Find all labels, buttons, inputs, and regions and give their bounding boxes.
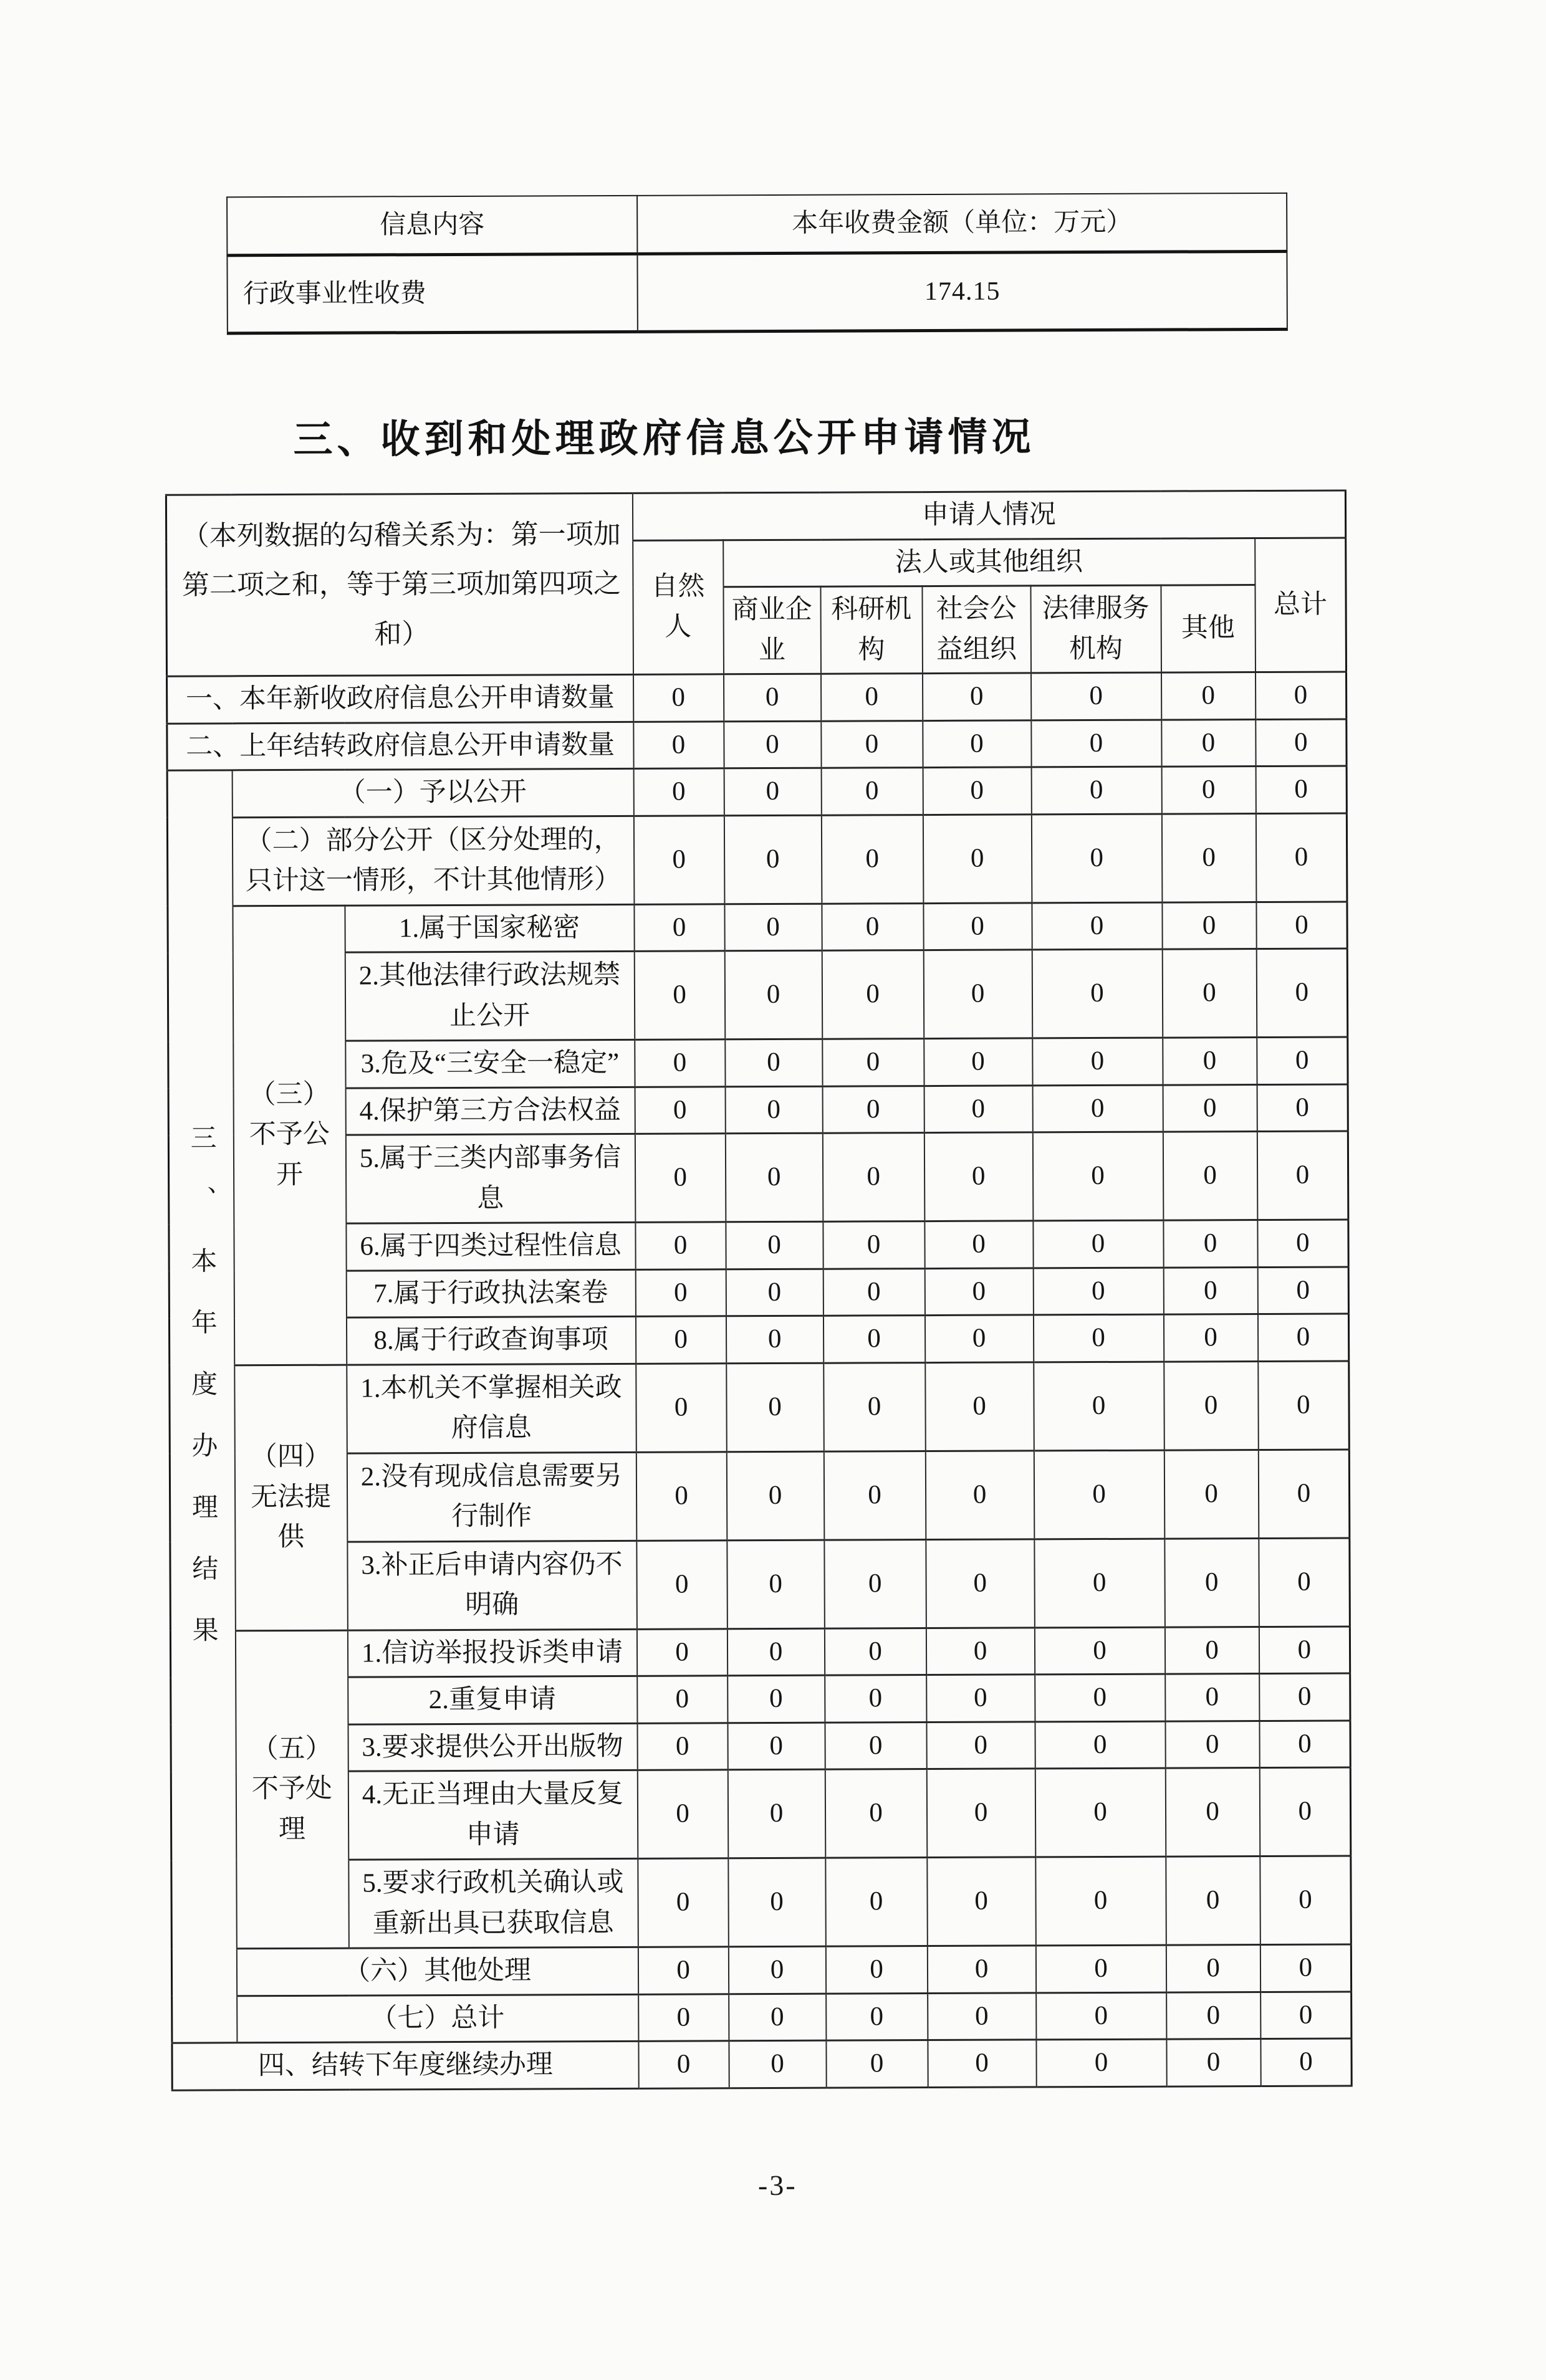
group-label-not-processed: （五）不予处理 xyxy=(235,1630,348,1949)
value-cell: 0 xyxy=(923,902,1032,950)
value-cell: 0 xyxy=(1163,1314,1257,1362)
value-cell: 0 xyxy=(727,1540,825,1629)
value-cell: 0 xyxy=(636,1540,727,1629)
value-cell: 0 xyxy=(822,1086,924,1133)
value-cell: 0 xyxy=(638,1858,729,1947)
value-cell: 0 xyxy=(823,1221,924,1269)
value-cell: 0 xyxy=(926,1769,1035,1858)
value-cell: 0 xyxy=(1032,1132,1163,1221)
table-row xyxy=(171,1944,1351,1996)
value-cell: 0 xyxy=(1256,949,1348,1038)
value-cell: 0 xyxy=(1164,1627,1259,1674)
value-cell: 0 xyxy=(1161,767,1256,814)
value-cell: 0 xyxy=(724,815,822,904)
value-cell: 0 xyxy=(1256,766,1347,813)
value-cell: 0 xyxy=(725,1039,822,1086)
value-cell: 0 xyxy=(924,1315,1033,1362)
value-cell: 0 xyxy=(1032,902,1162,950)
value-cell: 0 xyxy=(726,1363,824,1452)
value-cell: 0 xyxy=(926,1539,1035,1628)
fee-table-row xyxy=(227,251,1287,333)
value-cell: 0 xyxy=(1032,949,1163,1038)
value-cell: 0 xyxy=(635,1086,725,1134)
legal-sub-header-other: 其他 xyxy=(1161,585,1256,673)
value-cell: 0 xyxy=(726,1221,823,1269)
value-cell: 0 xyxy=(1257,1314,1348,1361)
value-cell: 0 xyxy=(636,1451,727,1541)
header-row-applicant xyxy=(166,490,1345,542)
value-cell: 0 xyxy=(727,1628,824,1676)
table-row xyxy=(171,1767,1351,1860)
value-cell: 0 xyxy=(1036,1992,1166,2040)
value-cell: 0 xyxy=(1032,1085,1163,1132)
value-cell: 0 xyxy=(636,1363,727,1452)
table-row xyxy=(170,1360,1350,1453)
value-cell: 0 xyxy=(825,1722,926,1769)
row-label: 4.保护第三方合法权益 xyxy=(345,1087,635,1135)
value-cell: 0 xyxy=(926,1627,1034,1675)
table-row xyxy=(168,949,1348,1041)
value-cell: 0 xyxy=(729,1994,826,2041)
value-cell: 0 xyxy=(1034,1362,1164,1451)
value-cell: 0 xyxy=(638,1947,728,1994)
value-cell: 0 xyxy=(1166,1945,1260,1992)
value-cell: 0 xyxy=(724,768,821,815)
value-cell: 0 xyxy=(822,1039,924,1086)
value-cell: 0 xyxy=(1165,1674,1259,1721)
value-cell: 0 xyxy=(636,1628,727,1676)
natural-person-header: 自然人 xyxy=(633,540,724,674)
value-cell: 0 xyxy=(727,1723,825,1770)
value-cell: 0 xyxy=(1033,1220,1163,1268)
value-cell: 0 xyxy=(926,1721,1035,1769)
value-cell: 0 xyxy=(725,1133,823,1222)
row-label: 2.重复申请 xyxy=(348,1676,637,1724)
vertical-group-label: 三、本年度办理结果 xyxy=(186,1124,218,1678)
value-cell: 0 xyxy=(1259,1626,1350,1673)
row-label: 5.属于三类内部事务信息 xyxy=(345,1134,635,1223)
value-cell: 0 xyxy=(1259,1537,1350,1627)
value-cell: 0 xyxy=(826,2040,928,2088)
value-cell: 0 xyxy=(637,1770,728,1859)
vertical-group-label-cell xyxy=(167,770,237,2043)
table-row xyxy=(172,2038,1352,2090)
value-cell: 0 xyxy=(635,1222,726,1269)
value-cell: 0 xyxy=(1260,1991,1352,2038)
value-cell: 0 xyxy=(1259,1767,1351,1857)
value-cell: 0 xyxy=(635,1269,726,1316)
value-cell: 0 xyxy=(635,1039,725,1087)
applicant-group-header: 申请人情况 xyxy=(632,490,1345,540)
value-cell: 0 xyxy=(724,950,822,1039)
value-cell: 0 xyxy=(925,1362,1034,1451)
fee-table xyxy=(226,193,1288,335)
value-cell: 0 xyxy=(1257,1266,1348,1314)
value-cell: 0 xyxy=(822,1133,924,1222)
value-cell: 0 xyxy=(824,1539,926,1628)
row-label: （一）予以公开 xyxy=(232,768,633,817)
row-label: 3.危及“三安全一稳定” xyxy=(345,1039,635,1087)
value-cell: 0 xyxy=(1163,1132,1257,1221)
value-cell: 0 xyxy=(823,1362,926,1451)
value-cell: 0 xyxy=(633,674,724,722)
value-cell: 0 xyxy=(924,1268,1033,1315)
value-cell: 0 xyxy=(1164,1538,1259,1627)
value-cell: 0 xyxy=(1259,1673,1350,1721)
table-row xyxy=(168,901,1347,953)
value-cell: 0 xyxy=(726,1451,824,1541)
value-cell: 0 xyxy=(822,950,924,1039)
row-label: （二）部分公开（区分处理的，只计这一情形，不计其他情形） xyxy=(232,816,634,906)
row-label: 5.要求行政机关确认或重新出具已获取信息 xyxy=(348,1858,638,1948)
value-cell: 0 xyxy=(1031,672,1161,720)
value-cell: 0 xyxy=(927,1946,1035,1993)
value-cell: 0 xyxy=(1165,1768,1260,1857)
value-cell: 0 xyxy=(928,1992,1036,2040)
value-cell: 0 xyxy=(1257,1037,1348,1084)
value-cell: 0 xyxy=(1257,1220,1348,1267)
value-cell: 0 xyxy=(1163,1038,1257,1085)
value-cell: 0 xyxy=(1259,1720,1350,1767)
value-cell: 0 xyxy=(927,1857,1036,1946)
table-row xyxy=(171,1720,1350,1772)
table-row xyxy=(167,766,1347,818)
value-cell: 0 xyxy=(1164,1361,1259,1450)
total-header: 总计 xyxy=(1255,537,1347,672)
value-cell: 0 xyxy=(637,1723,727,1770)
row-label: 一、本年新收政府信息公开申请数量 xyxy=(167,674,633,723)
table-row xyxy=(172,1991,1352,2043)
row-label: 6.属于四类过程性信息 xyxy=(346,1222,635,1270)
value-cell: 0 xyxy=(727,1675,825,1723)
reconciliation-note: （本列数据的勾稽关系为：第一项加第二项之和，等于第三项加第四项之和） xyxy=(181,519,622,650)
value-cell: 0 xyxy=(728,1858,826,1947)
value-cell: 0 xyxy=(1256,901,1347,949)
table-row xyxy=(167,719,1347,770)
value-cell: 0 xyxy=(1163,1084,1257,1132)
row-label: （六）其他处理 xyxy=(236,1947,638,1995)
value-cell: 0 xyxy=(724,721,821,768)
value-cell: 0 xyxy=(1034,1627,1164,1675)
row-label: 8.属于行政查询事项 xyxy=(346,1316,635,1364)
value-cell: 0 xyxy=(1032,1038,1163,1085)
fee-table-header-row xyxy=(227,193,1287,256)
group-label-not-disclosed: （三）不予公开 xyxy=(233,906,347,1365)
value-cell: 0 xyxy=(634,904,724,951)
row-label: 四、结转下年度继续办理 xyxy=(172,2041,638,2090)
value-cell: 0 xyxy=(825,1769,927,1858)
table-row xyxy=(169,1314,1348,1365)
value-cell: 0 xyxy=(633,721,724,768)
value-cell: 0 xyxy=(1257,1084,1348,1131)
value-cell: 0 xyxy=(1258,1449,1350,1538)
value-cell: 0 xyxy=(1161,813,1256,902)
value-cell: 0 xyxy=(924,1132,1033,1221)
scanned-document-page xyxy=(0,191,1546,2204)
value-cell: 0 xyxy=(826,1993,928,2040)
value-cell: 0 xyxy=(1165,1721,1259,1768)
value-cell: 0 xyxy=(1035,1768,1166,1857)
value-cell: 0 xyxy=(1166,2039,1260,2086)
value-cell: 0 xyxy=(821,815,923,904)
table-row xyxy=(171,1673,1350,1725)
value-cell: 0 xyxy=(1031,720,1161,767)
application-statistics-table xyxy=(165,489,1353,2091)
table-row xyxy=(168,1131,1348,1224)
value-cell: 0 xyxy=(633,815,724,904)
fee-row-value: 174.15 xyxy=(637,251,1287,332)
value-cell: 0 xyxy=(923,950,1032,1039)
row-label: 2.其他法律行政法规禁止公开 xyxy=(345,951,635,1041)
value-cell: 0 xyxy=(638,1994,729,2041)
value-cell: 0 xyxy=(1034,1450,1164,1539)
value-cell: 0 xyxy=(1031,767,1161,814)
value-cell: 0 xyxy=(821,720,923,768)
value-cell: 0 xyxy=(638,2041,729,2088)
value-cell: 0 xyxy=(1036,2039,1166,2086)
value-cell: 0 xyxy=(923,673,1031,720)
value-cell: 0 xyxy=(1166,1857,1260,1946)
value-cell: 0 xyxy=(1163,1267,1257,1314)
value-cell: 0 xyxy=(724,904,822,951)
row-label: 3.补正后申请内容仍不明确 xyxy=(347,1541,637,1630)
value-cell: 0 xyxy=(1256,719,1347,766)
table-row xyxy=(168,1037,1348,1089)
value-cell: 0 xyxy=(821,674,923,721)
value-cell: 0 xyxy=(1033,1268,1163,1315)
page-number: -3- xyxy=(757,2169,797,2201)
value-cell: 0 xyxy=(727,1769,825,1858)
value-cell: 0 xyxy=(1256,672,1347,719)
value-cell: 0 xyxy=(821,768,923,815)
value-cell: 0 xyxy=(1260,1856,1352,1945)
value-cell: 0 xyxy=(823,1316,924,1363)
row-label: 3.要求提供公开出版物 xyxy=(348,1723,637,1771)
value-cell: 0 xyxy=(637,1676,727,1723)
group-label-unable-to-provide: （四）无法提供 xyxy=(234,1365,348,1631)
value-cell: 0 xyxy=(1035,1945,1166,1992)
table-row xyxy=(170,1449,1350,1542)
legal-sub-header-public-welfare: 社会公益组织 xyxy=(922,586,1031,674)
legal-sub-header-business: 商业企业 xyxy=(723,586,821,674)
value-cell: 0 xyxy=(822,903,923,950)
value-cell: 0 xyxy=(1035,1857,1166,1946)
value-cell: 0 xyxy=(1258,1360,1350,1450)
value-cell: 0 xyxy=(825,1675,926,1723)
row-label: （七）总计 xyxy=(237,1994,638,2043)
reconciliation-note-cell xyxy=(166,493,633,676)
table-row xyxy=(167,813,1347,906)
value-cell: 0 xyxy=(824,1628,926,1675)
value-cell: 0 xyxy=(1162,949,1257,1038)
fee-header-info-content: 信息内容 xyxy=(227,196,637,256)
value-cell: 0 xyxy=(823,1451,926,1540)
value-cell: 0 xyxy=(924,1085,1032,1132)
row-label: 4.无正当理由大量反复申请 xyxy=(348,1770,638,1860)
table-row xyxy=(170,1626,1350,1678)
value-cell: 0 xyxy=(928,2040,1036,2087)
value-cell: 0 xyxy=(924,1221,1033,1268)
value-cell: 0 xyxy=(1033,1314,1163,1362)
value-cell: 0 xyxy=(725,1086,822,1134)
value-cell: 0 xyxy=(1164,1450,1259,1539)
value-cell: 0 xyxy=(728,1946,825,1994)
fee-row-label: 行政事业性收费 xyxy=(227,254,637,333)
section-heading: 三、收到和处理政府信息公开申请情况 xyxy=(293,415,1035,462)
value-cell: 0 xyxy=(926,1675,1035,1722)
value-cell: 0 xyxy=(925,1450,1034,1539)
legal-org-header: 法人或其他组织 xyxy=(723,538,1255,587)
value-cell: 0 xyxy=(724,674,821,721)
value-cell: 0 xyxy=(726,1269,823,1316)
value-cell: 0 xyxy=(825,1858,928,1947)
value-cell: 0 xyxy=(823,1268,924,1316)
value-cell: 0 xyxy=(1035,1674,1165,1721)
value-cell: 0 xyxy=(923,767,1031,815)
value-cell: 0 xyxy=(1162,902,1256,949)
value-cell: 0 xyxy=(1035,1721,1165,1769)
table-row xyxy=(169,1266,1348,1318)
row-label: 1.信访举报投诉类申请 xyxy=(347,1629,636,1677)
value-cell: 0 xyxy=(924,1038,1032,1086)
fee-header-amount: 本年收费金额（单位：万元） xyxy=(637,193,1287,254)
value-cell: 0 xyxy=(633,768,724,816)
legal-sub-header-legal-service: 法律服务机构 xyxy=(1030,585,1161,673)
row-label: 2.没有现成信息需要另行制作 xyxy=(347,1452,636,1542)
value-cell: 0 xyxy=(1031,814,1162,903)
table-row xyxy=(169,1220,1348,1271)
value-cell: 0 xyxy=(923,814,1032,903)
value-cell: 0 xyxy=(1260,1944,1351,1992)
value-cell: 0 xyxy=(1034,1539,1165,1628)
table-row xyxy=(168,1084,1348,1135)
value-cell: 0 xyxy=(726,1316,823,1363)
value-cell: 0 xyxy=(635,1134,726,1223)
table-row xyxy=(170,1537,1350,1630)
table-row xyxy=(171,1856,1352,1949)
row-label: 1.属于国家秘密 xyxy=(345,904,634,952)
value-cell: 0 xyxy=(1257,1131,1348,1220)
value-cell: 0 xyxy=(1256,813,1347,902)
value-cell: 0 xyxy=(1260,2038,1352,2086)
value-cell: 0 xyxy=(1161,719,1256,767)
value-cell: 0 xyxy=(1166,1992,1260,2039)
row-label: 二、上年结转政府信息公开申请数量 xyxy=(167,722,633,770)
value-cell: 0 xyxy=(729,2040,826,2088)
legal-sub-header-research: 科研机构 xyxy=(820,586,923,674)
value-cell: 0 xyxy=(923,720,1031,767)
value-cell: 0 xyxy=(635,1316,726,1364)
value-cell: 0 xyxy=(825,1946,927,1994)
row-label: 1.本机关不掌握相关政府信息 xyxy=(347,1364,636,1453)
table-row xyxy=(167,672,1347,724)
value-cell: 0 xyxy=(1161,672,1256,720)
row-label: 7.属于行政执法案卷 xyxy=(346,1269,635,1317)
value-cell: 0 xyxy=(634,951,725,1040)
value-cell: 0 xyxy=(1163,1220,1257,1268)
